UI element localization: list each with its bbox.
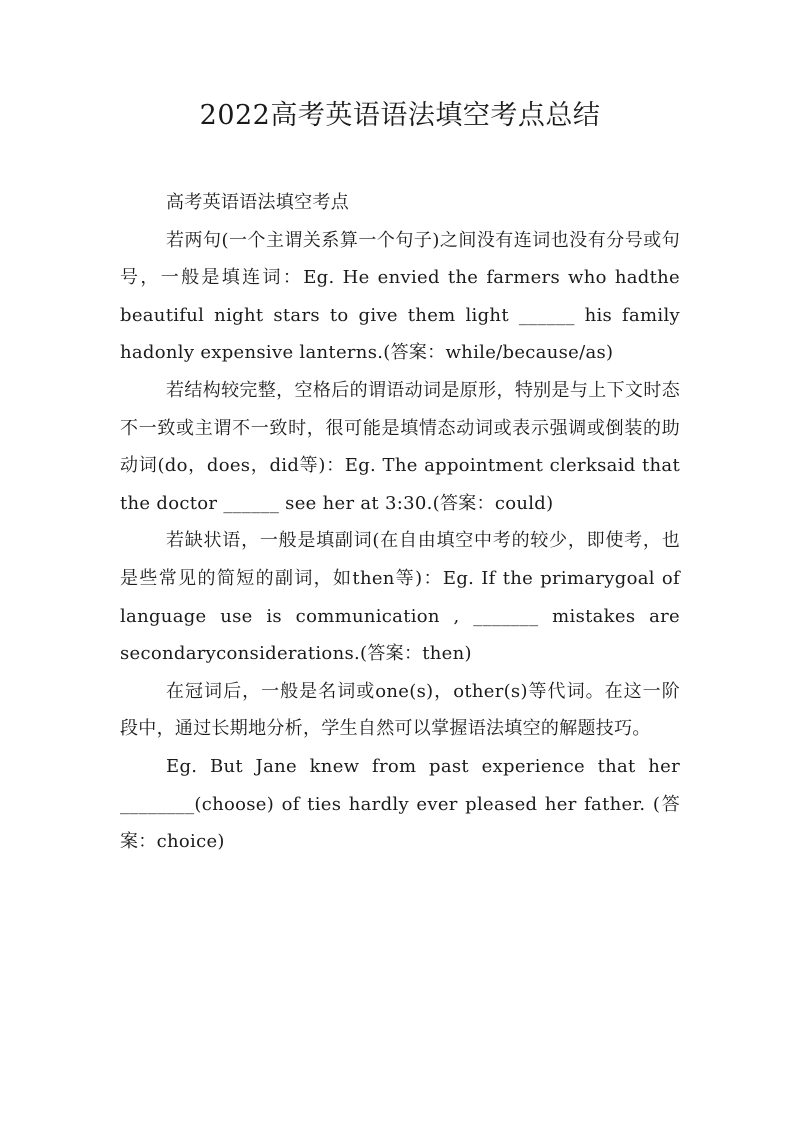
paragraph-adverb: 若缺状语，一般是填副词(在自由填空中考的较少，即使考，也是些常见的简短的副词，如then等)：Eg. If the primarygoal of language use is communication , _______ mistakes are secondaryconsiderations.(答案：then) — [120, 530, 680, 665]
document-title: 2022高考英语语法填空考点总结 — [199, 100, 601, 131]
paragraph-noun: 在冠词后，一般是名词或one(s)，other(s)等代词。在这一阶段中，通过长期地分析，学生自然可以掌握语法填空的解题技巧。 — [120, 680, 680, 740]
document-body — [120, 184, 680, 861]
paragraph-heading: 高考英语语法填空考点 — [166, 192, 349, 213]
paragraph-conjunction: 若两句(一个主谓关系算一个句子)之间没有连词也没有分号或句号，一般是填连词：Eg. He envied the farmers who hadthe beautiful night stars to give them light ______ his family hadonly expensive lanterns.(答案：while/because/as) — [120, 229, 680, 364]
paragraph-auxiliary-verb: 若结构较完整，空格后的谓语动词是原形，特别是与上下文时态不一致或主谓不一致时，很可能是填情态动词或表示强调或倒装的助动词(do，does，did等)：Eg. The appointment clerksaid that the doctor ______ see her at 3:30.(答案：could) — [120, 379, 680, 514]
paragraph-example: Eg. But Jane knew from past experience that her ________(choose) of ties hardly ever pleased her father. (答案：choice) — [120, 755, 680, 853]
